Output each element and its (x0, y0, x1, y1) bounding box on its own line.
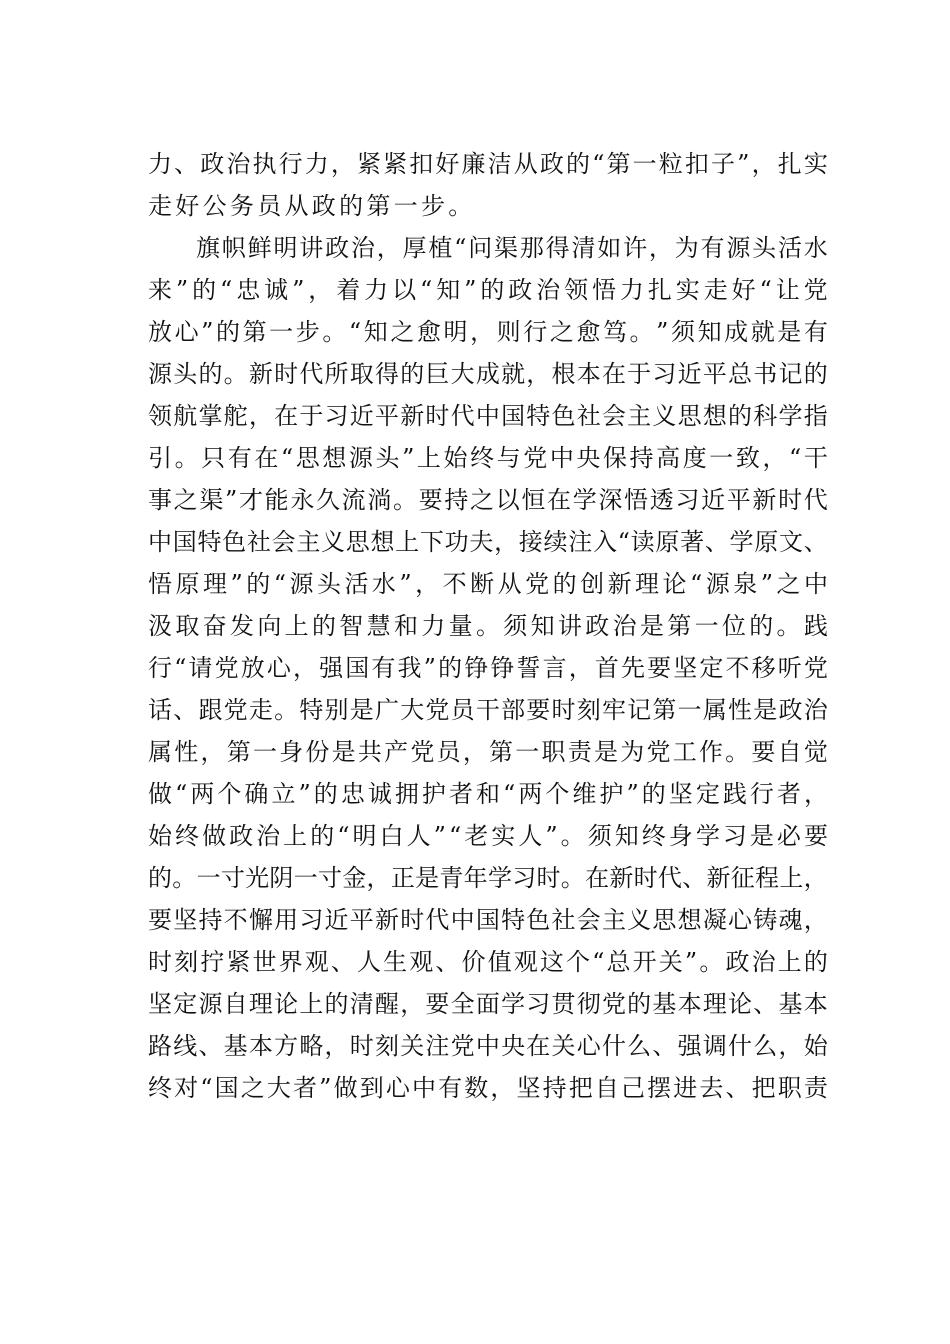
text-line: 源 头 的 。 新 时 代 所 取 得 的 巨 大 成 就 ， 根 本 在 于 习 近 平 总 书 记 的 (148, 360, 828, 388)
text-line: 行 “ 请 党 放 心 ， 强 国 有 我 ” 的 铮 铮 誓 言 ， 首 先 要 坚 定 不 移 听 党 (148, 654, 828, 682)
body-text (148, 143, 828, 1109)
text-line: 话 、 跟 党 走 。 特 别 是 广 大 党 员 干 部 要 时 刻 牢 记 第 一 属 性 是 政 治 (148, 696, 828, 724)
text-line: 领 航 掌 舵 ， 在 于 习 近 平 新 时 代 中 国 特 色 社 会 主 义 思 想 的 科 学 指 (148, 402, 828, 430)
text-line: 放 心 ” 的 第 一 步 。 “ 知 之 愈 明 ， 则 行 之 愈 笃 。 ” 须 知 成 就 是 有 (148, 318, 828, 346)
text-line: 引 。 只 有 在 “ 思 想 源 头 ” 上 始 终 与 党 中 央 保 持 高 度 一 致 ， “ 干 (148, 444, 828, 472)
text-line: 走好公务员从政的第一步。 (148, 192, 476, 220)
text-line: 终 对 “ 国 之 大 者 ” 做 到 心 中 有 数 ， 坚 持 把 自 己 摆 进 去 、 把 职 责 (148, 1074, 828, 1102)
text-line: 时 刻 拧 紧 世 界 观 、 人 生 观 、 价 值 观 这 个 “ 总 开 关 ” 。 政 治 上 的 (148, 948, 828, 976)
text-line: 力 、 政 治 执 行 力 ， 紧 紧 扣 好 廉 洁 从 政 的 “ 第 一 粒 扣 子 ” ， 扎 实 (148, 150, 828, 178)
text-line: 要 坚 持 不 懈 用 习 近 平 新 时 代 中 国 特 色 社 会 主 义 思 想 凝 心 铸 魂 ， (148, 906, 828, 934)
text-line: 做 “ 两 个 确 立 ” 的 忠 诚 拥 护 者 和 “ 两 个 维 护 ” 的 坚 定 践 行 者 ， (148, 780, 828, 808)
text-line: 事 之 渠 ” 才 能 永 久 流 淌 。 要 持 之 以 恒 在 学 深 悟 透 习 近 平 新 时 代 (148, 486, 828, 514)
text-line: 路 线 、 基 本 方 略 ， 时 刻 关 注 党 中 央 在 关 心 什 么 、 强 调 什 么 ， 始 (148, 1032, 828, 1060)
paragraph-first-line: 旗 帜 鲜 明 讲 政 治 ， 厚 植 “ 问 渠 那 得 清 如 许 ， 为 有 源 头 活 水 (196, 234, 828, 262)
text-line: 始 终 做 政 治 上 的 “ 明 白 人 ” “ 老 实 人 ” 。 须 知 终 身 学 习 是 必 要 (148, 822, 828, 850)
text-line: 属 性 ， 第 一 身 份 是 共 产 党 员 ， 第 一 职 责 是 为 党 工 作 。 要 自 觉 (148, 738, 828, 766)
text-line: 中 国 特 色 社 会 主 义 思 想 上 下 功 夫 ， 接 续 注 入 “ 读 原 著 、 学 原 文 、 (148, 528, 828, 556)
text-line: 来 ” 的 “ 忠 诚 ” ， 着 力 以 “ 知 ” 的 政 治 领 悟 力 扎 实 走 好 “ 让 党 (148, 276, 828, 304)
text-line: 悟 原 理 ” 的 “ 源 头 活 水 ” ， 不 断 从 党 的 创 新 理 论 “ 源 泉 ” 之 中 (148, 570, 828, 598)
text-line: 的 。 一 寸 光 阴 一 寸 金 ， 正 是 青 年 学 习 时 。 在 新 时 代 、 新 征 程 上 ， (148, 864, 828, 892)
text-line: 坚 定 源 自 理 论 上 的 清 醒 ， 要 全 面 学 习 贯 彻 党 的 基 本 理 论 、 基 本 (148, 990, 828, 1018)
text-line: 汲 取 奋 发 向 上 的 智 慧 和 力 量 。 须 知 讲 政 治 是 第 一 位 的 。 践 (148, 612, 828, 640)
